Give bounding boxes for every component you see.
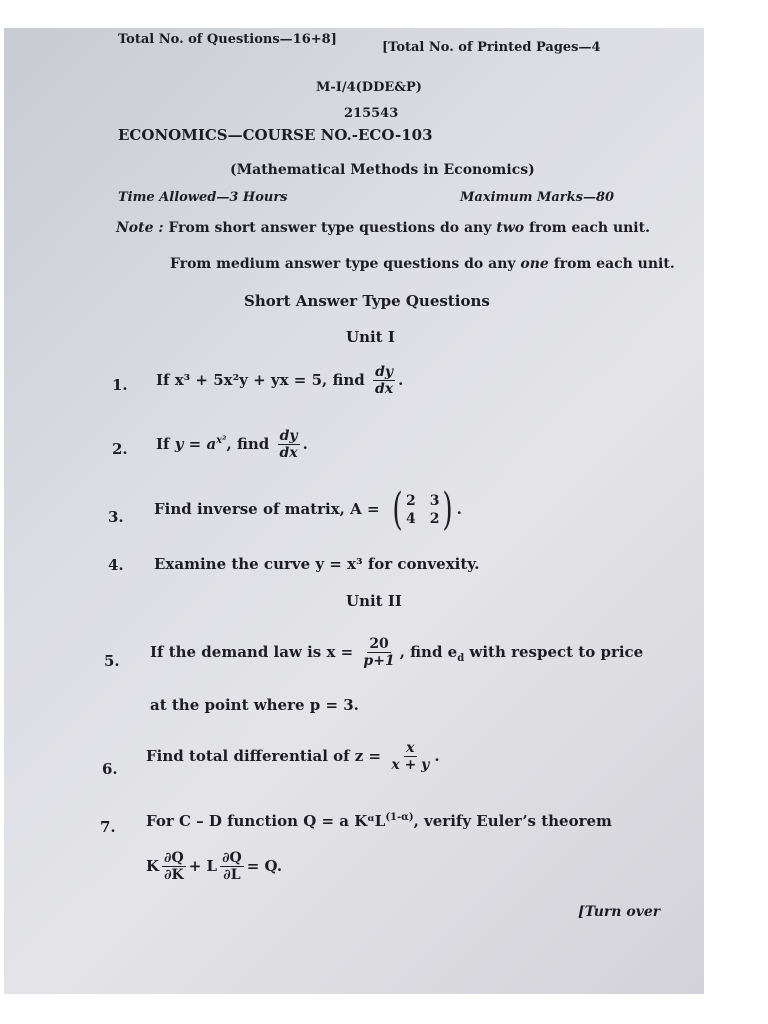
question-number: 1. [112, 376, 128, 394]
fraction: $\frac{dy}{dx}$ [279, 428, 298, 462]
unit-1-heading: Unit I [346, 328, 395, 346]
exam-paper [4, 28, 704, 994]
question-number: 2. [112, 440, 128, 458]
paper-code: M-I/4(DDE&P) [316, 80, 422, 95]
unit-2-heading: Unit II [346, 592, 402, 610]
question-number: 5. [104, 652, 120, 670]
fraction: $\frac{20}{p+1}$ [363, 636, 395, 670]
question-number: 7. [100, 818, 116, 836]
turn-over: [Turn over [578, 904, 661, 920]
fraction: $\frac{dy}{dx}$ [374, 364, 394, 398]
question-3: Find inverse of matrix, A = ( 2 3 4 2 ) . [154, 484, 462, 535]
question-4: Examine the curve y = x³ for convexity. [154, 555, 480, 573]
fraction: $\frac{\partial Q}{\partial K}$ [164, 850, 184, 884]
note-label: Note : [116, 220, 164, 236]
question-number: 3. [108, 508, 124, 526]
note-line-2: From medium answer type questions do any one from each unit. [170, 256, 675, 272]
section-title: Short Answer Type Questions [244, 292, 490, 310]
question-number: 4. [108, 556, 124, 574]
question-1: If x³ + 5x²y + yx = 5, find $\frac{dy}{dx}$ . [156, 364, 404, 398]
course-subtitle: (Mathematical Methods in Economics) [230, 162, 535, 178]
question-6: Find total differential of z = $\frac{x}{x + y}$ . [146, 740, 440, 774]
serial-number: 215543 [344, 106, 399, 121]
matrix: ( 2 3 4 2 ) [392, 484, 454, 535]
question-number: 6. [102, 760, 118, 778]
time-allowed: Time Allowed—3 Hours [118, 190, 288, 205]
total-questions: Total No. of Questions—16+8] [118, 32, 337, 47]
fraction: $\frac{x}{x + y}$ [391, 740, 430, 774]
question-2: If $y = a^{x^2}$, find $\frac{dy}{dx}$ . [156, 428, 308, 462]
question-5-line-2: at the point where p = 3. [150, 696, 359, 714]
note-line-1: Note : From short answer type questions do any two from each unit. [116, 220, 650, 236]
question-5: If the demand law is x = $\frac{20}{p+1}$ , find $e_d$ with respect to price [150, 636, 644, 670]
question-7: For C – D function Q = a KᵅL$^{(1-\alpha)}$, verify Euler’s theorem [146, 812, 612, 830]
course-title: ECONOMICS—COURSE NO.-ECO-103 [118, 126, 433, 144]
total-pages: [Total No. of Printed Pages—4 [382, 40, 601, 55]
fraction: $\frac{\partial Q}{\partial L}$ [222, 850, 242, 884]
maximum-marks: Maximum Marks—80 [460, 190, 615, 205]
euler-equation: K $\frac{\partial Q}{\partial K}$ + L $\frac{\partial Q}{\partial L}$ = Q. [146, 850, 283, 884]
